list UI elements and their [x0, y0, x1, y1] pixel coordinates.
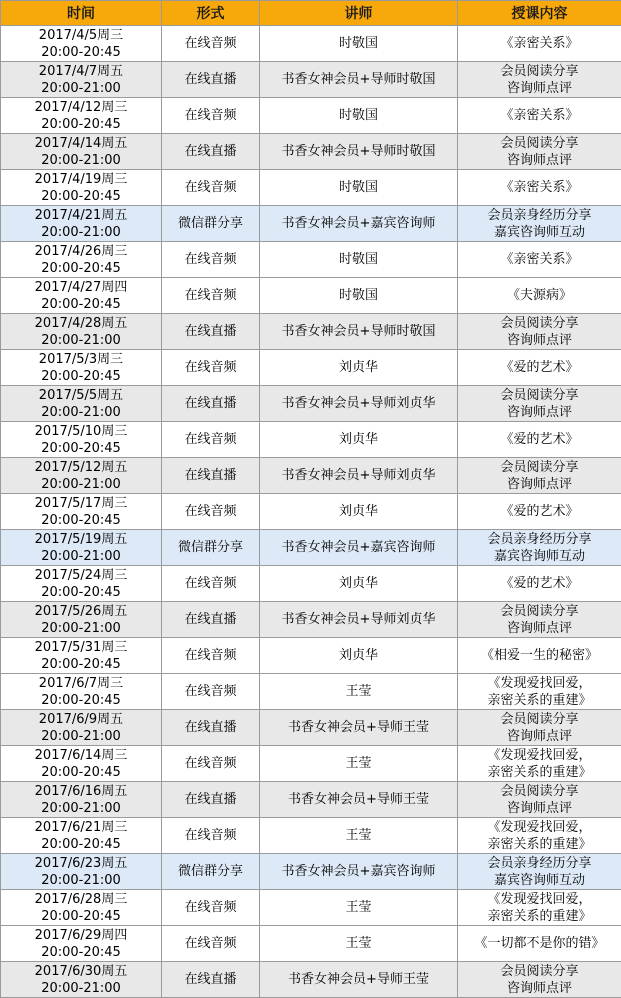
session-date: 2017/6/28周三 — [1, 891, 161, 908]
cell-time — [1, 98, 162, 134]
cell-format: 在线直播 — [162, 134, 260, 170]
cell-content — [458, 746, 621, 782]
content-line: 咨询师点评 — [458, 620, 621, 637]
header-time: 时间 — [1, 1, 162, 26]
cell-teacher: 书香女神会员+导师时敬国 — [260, 314, 458, 350]
cell-time — [1, 926, 162, 962]
cell-format: 在线音频 — [162, 494, 260, 530]
content-line: 会员亲身经历分享 — [458, 531, 621, 548]
cell-content — [458, 134, 621, 170]
table-row — [1, 854, 621, 890]
cell-format: 在线音频 — [162, 638, 260, 674]
table-body — [1, 26, 621, 998]
table-row — [1, 134, 621, 170]
cell-teacher: 王莹 — [260, 926, 458, 962]
content-line: 咨询师点评 — [458, 980, 621, 997]
cell-time — [1, 746, 162, 782]
cell-time — [1, 566, 162, 602]
cell-teacher: 时敬国 — [260, 278, 458, 314]
cell-time — [1, 818, 162, 854]
session-date: 2017/5/31周三 — [1, 639, 161, 656]
session-date: 2017/4/14周五 — [1, 135, 161, 152]
session-date: 2017/6/16周五 — [1, 783, 161, 800]
table-row — [1, 242, 621, 278]
cell-teacher: 王莹 — [260, 818, 458, 854]
cell-time — [1, 62, 162, 98]
cell-time — [1, 278, 162, 314]
table-row — [1, 926, 621, 962]
session-date: 2017/6/21周三 — [1, 819, 161, 836]
content-line: 会员阅读分享 — [458, 963, 621, 980]
cell-format: 在线音频 — [162, 890, 260, 926]
cell-teacher: 王莹 — [260, 746, 458, 782]
session-date: 2017/4/27周四 — [1, 279, 161, 296]
content-line: 《爱的艺术》 — [458, 431, 621, 448]
content-line: 《夫源病》 — [458, 287, 621, 304]
session-time: 20:00-21:00 — [1, 80, 161, 97]
cell-format: 在线音频 — [162, 98, 260, 134]
cell-content — [458, 782, 621, 818]
cell-teacher: 书香女神会员+导师王莹 — [260, 962, 458, 998]
cell-content — [458, 710, 621, 746]
cell-format: 在线音频 — [162, 170, 260, 206]
session-time: 20:00-21:00 — [1, 548, 161, 565]
session-time: 20:00-21:00 — [1, 404, 161, 421]
cell-format: 在线音频 — [162, 818, 260, 854]
cell-format: 在线音频 — [162, 566, 260, 602]
cell-teacher: 刘贞华 — [260, 566, 458, 602]
cell-format: 在线直播 — [162, 458, 260, 494]
cell-time — [1, 962, 162, 998]
table-row — [1, 638, 621, 674]
cell-teacher: 时敬国 — [260, 98, 458, 134]
cell-format: 在线音频 — [162, 422, 260, 458]
content-line: 《亲密关系》 — [458, 179, 621, 196]
session-time: 20:00-20:45 — [1, 440, 161, 457]
table-row — [1, 818, 621, 854]
cell-time — [1, 530, 162, 566]
table-row — [1, 746, 621, 782]
content-line: 咨询师点评 — [458, 728, 621, 745]
session-time: 20:00-21:00 — [1, 980, 161, 997]
table-row — [1, 494, 621, 530]
table-row — [1, 890, 621, 926]
session-time: 20:00-21:00 — [1, 728, 161, 745]
content-line: 咨询师点评 — [458, 332, 621, 349]
cell-teacher: 刘贞华 — [260, 638, 458, 674]
table-row — [1, 26, 621, 62]
cell-format: 在线直播 — [162, 782, 260, 818]
session-time: 20:00-20:45 — [1, 656, 161, 673]
content-line: 会员阅读分享 — [458, 135, 621, 152]
cell-content — [458, 530, 621, 566]
session-time: 20:00-20:45 — [1, 296, 161, 313]
content-line: 会员阅读分享 — [458, 603, 621, 620]
cell-teacher: 刘贞华 — [260, 494, 458, 530]
table-row — [1, 710, 621, 746]
cell-format: 在线直播 — [162, 710, 260, 746]
session-time: 20:00-21:00 — [1, 152, 161, 169]
session-time: 20:00-20:45 — [1, 44, 161, 61]
content-line: 咨询师点评 — [458, 80, 621, 97]
session-date: 2017/5/26周五 — [1, 603, 161, 620]
cell-time — [1, 602, 162, 638]
table-row — [1, 314, 621, 350]
cell-format: 在线直播 — [162, 314, 260, 350]
session-time: 20:00-20:45 — [1, 836, 161, 853]
session-time: 20:00-20:45 — [1, 188, 161, 205]
table-row — [1, 458, 621, 494]
header-teacher: 讲师 — [260, 1, 458, 26]
cell-time — [1, 674, 162, 710]
cell-content — [458, 170, 621, 206]
cell-teacher: 书香女神会员+导师王莹 — [260, 710, 458, 746]
cell-time — [1, 782, 162, 818]
content-line: 会员阅读分享 — [458, 459, 621, 476]
table-header — [1, 1, 621, 26]
content-line: 《发现爱找回爱， — [458, 819, 621, 836]
cell-teacher: 书香女神会员+导师刘贞华 — [260, 458, 458, 494]
cell-format: 微信群分享 — [162, 206, 260, 242]
session-time: 20:00-21:00 — [1, 872, 161, 889]
header-format: 形式 — [162, 1, 260, 26]
content-line: 会员阅读分享 — [458, 315, 621, 332]
content-line: 咨询师点评 — [458, 476, 621, 493]
header-row — [1, 1, 621, 26]
content-line: 《发现爱找回爱， — [458, 747, 621, 764]
cell-content — [458, 962, 621, 998]
cell-time — [1, 242, 162, 278]
cell-content — [458, 422, 621, 458]
session-time: 20:00-20:45 — [1, 116, 161, 133]
content-line: 会员阅读分享 — [458, 711, 621, 728]
session-time: 20:00-21:00 — [1, 224, 161, 241]
cell-teacher: 书香女神会员+导师王莹 — [260, 782, 458, 818]
session-time: 20:00-21:00 — [1, 332, 161, 349]
session-date: 2017/5/19周五 — [1, 531, 161, 548]
cell-format: 在线音频 — [162, 746, 260, 782]
session-time: 20:00-20:45 — [1, 692, 161, 709]
cell-time — [1, 710, 162, 746]
content-line: 《亲密关系》 — [458, 251, 621, 268]
session-time: 20:00-20:45 — [1, 908, 161, 925]
session-time: 20:00-21:00 — [1, 476, 161, 493]
cell-content — [458, 242, 621, 278]
content-line: 《爱的艺术》 — [458, 575, 621, 592]
table-row — [1, 530, 621, 566]
session-time: 20:00-20:45 — [1, 584, 161, 601]
cell-time — [1, 314, 162, 350]
cell-time — [1, 638, 162, 674]
cell-format: 在线音频 — [162, 242, 260, 278]
cell-teacher: 书香女神会员+嘉宾咨询师 — [260, 530, 458, 566]
content-line: 《一切都不是你的错》 — [458, 935, 621, 952]
cell-teacher: 书香女神会员+嘉宾咨询师 — [260, 854, 458, 890]
cell-time — [1, 170, 162, 206]
cell-time — [1, 350, 162, 386]
table-row — [1, 782, 621, 818]
content-line: 《发现爱找回爱， — [458, 675, 621, 692]
cell-content — [458, 278, 621, 314]
cell-time — [1, 422, 162, 458]
table-row — [1, 602, 621, 638]
cell-format: 在线音频 — [162, 350, 260, 386]
content-line: 会员阅读分享 — [458, 783, 621, 800]
content-line: 嘉宾咨询师互动 — [458, 872, 621, 889]
cell-teacher: 书香女神会员+导师刘贞华 — [260, 386, 458, 422]
content-line: 亲密关系的重建》 — [458, 764, 621, 781]
session-date: 2017/4/19周三 — [1, 171, 161, 188]
session-date: 2017/5/3周三 — [1, 351, 161, 368]
cell-time — [1, 890, 162, 926]
cell-content — [458, 494, 621, 530]
cell-format: 在线音频 — [162, 926, 260, 962]
content-line: 亲密关系的重建》 — [458, 692, 621, 709]
cell-content — [458, 26, 621, 62]
session-date: 2017/4/21周五 — [1, 207, 161, 224]
cell-format: 在线直播 — [162, 62, 260, 98]
table-row — [1, 566, 621, 602]
cell-teacher: 王莹 — [260, 674, 458, 710]
content-line: 会员亲身经历分享 — [458, 207, 621, 224]
session-time: 20:00-20:45 — [1, 944, 161, 961]
table-row — [1, 962, 621, 998]
cell-time — [1, 854, 162, 890]
cell-time — [1, 386, 162, 422]
cell-content — [458, 62, 621, 98]
session-date: 2017/5/12周五 — [1, 459, 161, 476]
cell-content — [458, 602, 621, 638]
content-line: 会员阅读分享 — [458, 63, 621, 80]
session-date: 2017/4/26周三 — [1, 243, 161, 260]
cell-format: 在线直播 — [162, 386, 260, 422]
header-content: 授课内容 — [458, 1, 621, 26]
session-date: 2017/4/5周三 — [1, 27, 161, 44]
session-date: 2017/5/5周五 — [1, 387, 161, 404]
content-line: 《亲密关系》 — [458, 107, 621, 124]
cell-content — [458, 566, 621, 602]
cell-format: 在线音频 — [162, 674, 260, 710]
cell-content — [458, 890, 621, 926]
cell-time — [1, 26, 162, 62]
cell-teacher: 书香女神会员+导师刘贞华 — [260, 602, 458, 638]
session-time: 20:00-20:45 — [1, 512, 161, 529]
cell-content — [458, 458, 621, 494]
session-date: 2017/4/28周五 — [1, 315, 161, 332]
cell-content — [458, 386, 621, 422]
session-date: 2017/6/29周四 — [1, 927, 161, 944]
session-time: 20:00-20:45 — [1, 260, 161, 277]
table-row — [1, 62, 621, 98]
cell-teacher: 书香女神会员+导师时敬国 — [260, 62, 458, 98]
cell-format: 在线音频 — [162, 26, 260, 62]
cell-teacher: 书香女神会员+嘉宾咨询师 — [260, 206, 458, 242]
cell-teacher: 刘贞华 — [260, 422, 458, 458]
session-date: 2017/6/30周五 — [1, 963, 161, 980]
session-time: 20:00-20:45 — [1, 368, 161, 385]
table-row — [1, 386, 621, 422]
cell-content — [458, 206, 621, 242]
cell-teacher: 刘贞华 — [260, 350, 458, 386]
cell-content — [458, 926, 621, 962]
content-line: 咨询师点评 — [458, 800, 621, 817]
table-row — [1, 206, 621, 242]
content-line: 亲密关系的重建》 — [458, 836, 621, 853]
table-row — [1, 674, 621, 710]
cell-time — [1, 458, 162, 494]
cell-time — [1, 494, 162, 530]
session-date: 2017/6/23周五 — [1, 855, 161, 872]
content-line: 咨询师点评 — [458, 404, 621, 421]
cell-content — [458, 350, 621, 386]
table-row — [1, 422, 621, 458]
cell-content — [458, 638, 621, 674]
content-line: 《爱的艺术》 — [458, 359, 621, 376]
content-line: 《亲密关系》 — [458, 35, 621, 52]
table-row — [1, 98, 621, 134]
cell-format: 微信群分享 — [162, 530, 260, 566]
cell-content — [458, 854, 621, 890]
cell-teacher: 书香女神会员+导师时敬国 — [260, 134, 458, 170]
content-line: 《发现爱找回爱， — [458, 891, 621, 908]
content-line: 会员亲身经历分享 — [458, 855, 621, 872]
content-line: 《相爱一生的秘密》 — [458, 647, 621, 664]
cell-teacher: 王莹 — [260, 890, 458, 926]
content-line: 亲密关系的重建》 — [458, 908, 621, 925]
session-date: 2017/4/12周三 — [1, 99, 161, 116]
table-row — [1, 278, 621, 314]
session-date: 2017/6/14周三 — [1, 747, 161, 764]
cell-format: 在线音频 — [162, 278, 260, 314]
content-line: 会员阅读分享 — [458, 387, 621, 404]
session-date: 2017/6/7周三 — [1, 675, 161, 692]
cell-format: 在线直播 — [162, 602, 260, 638]
session-date: 2017/5/10周三 — [1, 423, 161, 440]
content-line: 嘉宾咨询师互动 — [458, 548, 621, 565]
session-time: 20:00-21:00 — [1, 800, 161, 817]
cell-teacher: 时敬国 — [260, 242, 458, 278]
session-date: 2017/4/7周五 — [1, 63, 161, 80]
session-date: 2017/6/9周五 — [1, 711, 161, 728]
table-row — [1, 350, 621, 386]
cell-teacher: 时敬国 — [260, 26, 458, 62]
session-date: 2017/5/24周三 — [1, 567, 161, 584]
cell-time — [1, 206, 162, 242]
cell-time — [1, 134, 162, 170]
cell-format: 微信群分享 — [162, 854, 260, 890]
session-time: 20:00-21:00 — [1, 620, 161, 637]
table-row — [1, 170, 621, 206]
session-time: 20:00-20:45 — [1, 764, 161, 781]
content-line: 《爱的艺术》 — [458, 503, 621, 520]
cell-content — [458, 98, 621, 134]
content-line: 咨询师点评 — [458, 152, 621, 169]
cell-content — [458, 818, 621, 854]
session-date: 2017/5/17周三 — [1, 495, 161, 512]
cell-format: 在线直播 — [162, 962, 260, 998]
cell-content — [458, 674, 621, 710]
cell-content — [458, 314, 621, 350]
content-line: 嘉宾咨询师互动 — [458, 224, 621, 241]
cell-teacher: 时敬国 — [260, 170, 458, 206]
